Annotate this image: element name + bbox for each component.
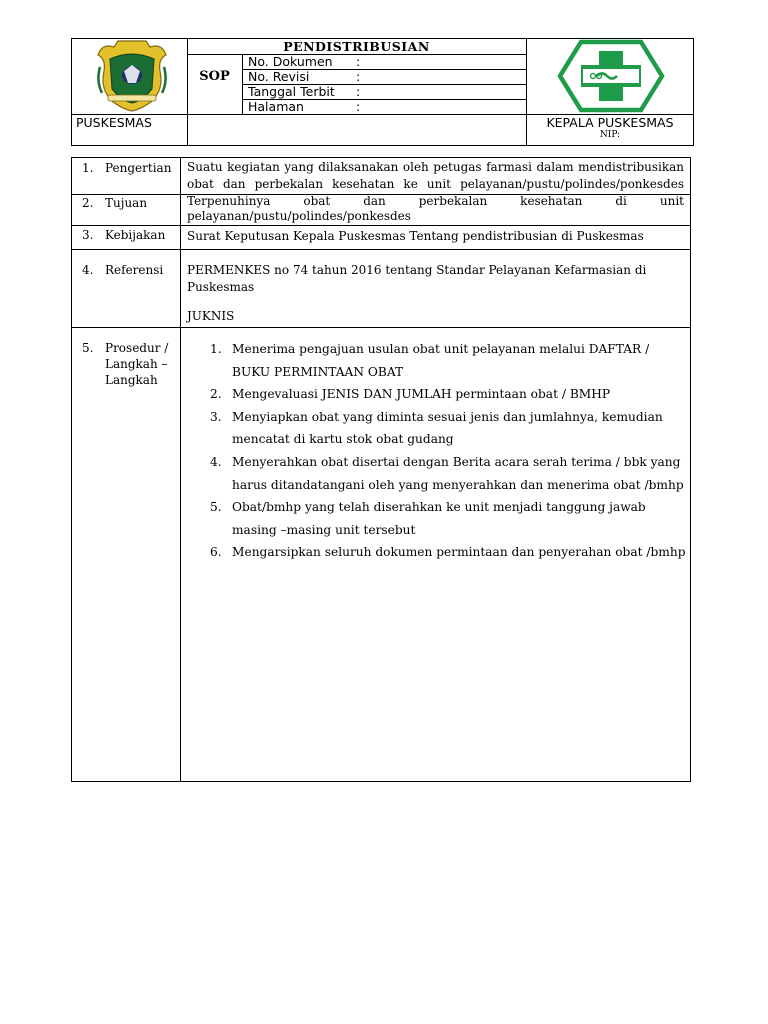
step-number: 4. bbox=[210, 454, 222, 469]
procedure-steps-list bbox=[188, 338, 688, 564]
step-number: 2. bbox=[210, 387, 222, 402]
field-separator: : bbox=[356, 69, 361, 84]
field-separator: : bbox=[356, 99, 361, 114]
step-text: Mengarsipkan seluruh dokumen permintaan dan penyerahan obat /bmhp bbox=[232, 545, 686, 560]
regional-emblem-icon bbox=[88, 37, 176, 115]
row-content-pengertian: Suatu kegiatan yang dilaksanakan oleh petugas farmasi dalam mendistribusikan obat dan perbekalan kesehatan ke unit pelayanan/pustu/polindes/ponkesdes bbox=[187, 160, 684, 191]
list-item bbox=[188, 496, 688, 541]
row-number: 4. bbox=[82, 263, 94, 277]
step-text: Menerima pengajuan usulan obat unit pelayanan melalui DAFTAR / BUKU PERMINTAAN OBAT bbox=[232, 342, 650, 379]
field-halaman-label: Halaman bbox=[248, 99, 304, 114]
field-no-dokumen-label: No. Dokumen bbox=[248, 54, 333, 69]
row-content-referensi: PERMENKES no 74 tahun 2016 tentang Standar Pelayanan Kefarmasian di Puskesmas bbox=[187, 263, 647, 294]
list-item bbox=[188, 383, 688, 406]
step-text: Mengevaluasi JENIS DAN JUMLAH permintaan obat / BMHP bbox=[232, 387, 611, 402]
row-content-juknis: JUKNIS bbox=[187, 309, 235, 323]
table-row-divider bbox=[72, 327, 691, 328]
row-number: 1. bbox=[82, 161, 94, 175]
step-text: Menyerahkan obat disertai dengan Berita acara serah terima / bbk yang harus ditandatangani oleh yang menyerahkan dan menerima obat /bmhp bbox=[232, 454, 684, 492]
row-label-pengertian: Pengertian bbox=[105, 161, 172, 175]
field-separator: : bbox=[356, 54, 361, 69]
sop-content-table bbox=[71, 157, 691, 782]
step-text: Obat/bmhp yang telah diserahkan ke unit menjadi tanggung jawab masing –masing unit tersebut bbox=[232, 500, 646, 537]
field-no-revisi-label: No. Revisi bbox=[248, 69, 310, 84]
table-column-divider bbox=[180, 158, 181, 781]
step-text: Menyiapkan obat yang diminta sesuai jenis dan jumlahnya, kemudian mencatat di kartu stok obat gudang bbox=[232, 409, 663, 447]
table-row-divider bbox=[72, 249, 691, 250]
list-item bbox=[188, 541, 688, 564]
step-number: 5. bbox=[210, 500, 222, 515]
row-content-tujuan: Terpenuhinya obat dan perbekalan kesehatan di unit pelayanan/pustu/polindes/ponkesdes bbox=[187, 194, 684, 223]
step-number: 3. bbox=[210, 409, 222, 424]
row-label-kebijakan: Kebijakan bbox=[105, 228, 166, 242]
step-number: 1. bbox=[210, 342, 222, 356]
row-number: 5. bbox=[82, 341, 94, 355]
step-number: 6. bbox=[210, 545, 222, 560]
row-label-tujuan: Tujuan bbox=[105, 196, 148, 210]
puskesmas-green-cross-icon bbox=[557, 39, 665, 113]
sop-label: SOP bbox=[199, 69, 230, 84]
nip-label: NIP: bbox=[599, 130, 621, 140]
list-item bbox=[188, 406, 688, 451]
puskesmas-label: PUSKESMAS bbox=[76, 115, 152, 130]
row-number: 2. bbox=[82, 196, 94, 210]
row-label-prosedur: Prosedur / Langkah – Langkah bbox=[105, 341, 169, 387]
kepala-puskesmas-label: KEPALA PUSKESMAS bbox=[546, 115, 674, 130]
sop-header bbox=[71, 38, 694, 146]
field-separator: : bbox=[356, 84, 361, 99]
list-item bbox=[188, 338, 688, 383]
document-title: PENDISTRIBUSIAN bbox=[283, 39, 430, 54]
row-label-referensi: Referensi bbox=[105, 263, 164, 277]
row-number: 3. bbox=[82, 228, 94, 242]
table-row-divider bbox=[72, 225, 691, 226]
field-tanggal-terbit-label: Tanggal Terbit bbox=[248, 84, 335, 99]
row-content-kebijakan: Surat Keputusan Kepala Puskesmas Tentang pendistribusian di Puskesmas bbox=[187, 229, 644, 243]
list-item bbox=[188, 451, 688, 496]
